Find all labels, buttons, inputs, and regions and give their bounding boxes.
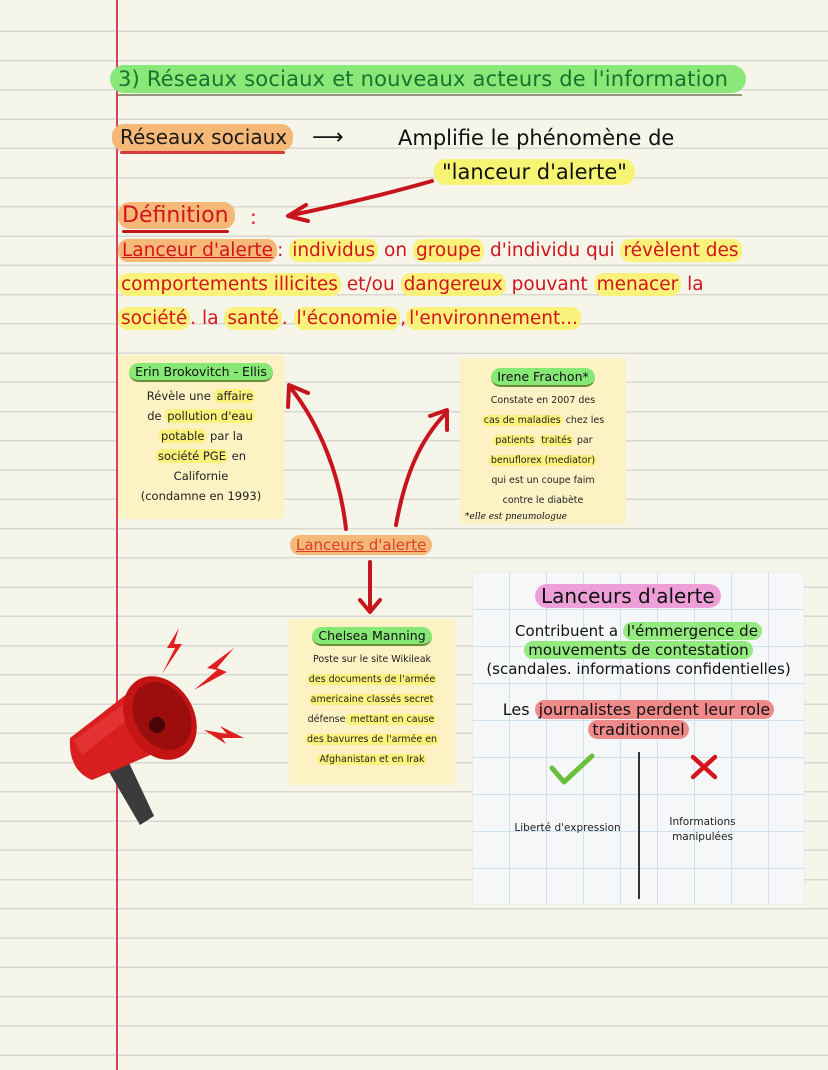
text-segment: americaine classés secret bbox=[310, 694, 434, 705]
definition-line-1 bbox=[118, 240, 742, 261]
card-line bbox=[289, 710, 455, 730]
cross-icon bbox=[689, 753, 719, 781]
irene-footnote: *elle est pneumologue bbox=[465, 512, 568, 522]
panel-l2-highlight: mouvements de contestation bbox=[524, 641, 752, 659]
arrow-right-icon: ⟶ bbox=[312, 125, 344, 150]
text-segment: Révèle une bbox=[146, 389, 215, 403]
definition-colon: : bbox=[250, 205, 257, 229]
pro-label: Liberté d'expression bbox=[514, 822, 621, 834]
text-segment: affaire bbox=[216, 389, 254, 403]
text-segment: d'individu qui bbox=[484, 240, 621, 261]
card-body-erin bbox=[118, 386, 284, 506]
margin-line bbox=[116, 0, 118, 1070]
card-line bbox=[460, 431, 626, 451]
pros-cons-divider bbox=[638, 752, 640, 899]
text-segment: par la bbox=[206, 429, 244, 443]
card-title-irene: Irene Frachon* bbox=[491, 368, 595, 387]
card-erin-brokovitch bbox=[118, 355, 284, 519]
text-segment: mettant en cause bbox=[347, 714, 435, 725]
definition-line-3 bbox=[118, 308, 581, 329]
card-line bbox=[118, 466, 284, 486]
text-segment: pollution d'eau bbox=[167, 409, 253, 423]
card-line bbox=[460, 491, 626, 511]
text-segment: menacer bbox=[594, 273, 682, 296]
text-segment: on bbox=[378, 240, 413, 261]
text-segment: contre le diabète bbox=[502, 495, 584, 506]
text-segment: l'économie bbox=[294, 307, 401, 330]
panel-l1-highlight: l'émmergence de bbox=[623, 622, 762, 640]
text-segment: potable bbox=[160, 429, 205, 443]
text-segment: la bbox=[681, 274, 704, 295]
megaphone-icon bbox=[62, 620, 252, 830]
panel-title: Lanceurs d'alerte bbox=[535, 584, 721, 608]
amplifie-text: Amplifie le phénomène de bbox=[398, 126, 675, 150]
panel-line-3: (scandales. informations confidentielles) bbox=[486, 660, 791, 678]
reseaux-sociaux-label: Réseaux sociaux bbox=[112, 124, 293, 151]
text-segment: dangereux bbox=[401, 273, 506, 296]
text-segment: société PGE bbox=[157, 449, 226, 463]
card-line bbox=[118, 486, 284, 506]
text-segment: Lanceur d'alerte bbox=[118, 239, 277, 262]
con-label-line-1: Informations bbox=[669, 816, 736, 828]
con-label-line-2: manipulées bbox=[672, 831, 733, 843]
card-line bbox=[118, 406, 284, 426]
card-title-erin: Erin Brokovitch - Ellis bbox=[129, 363, 273, 382]
text-segment: l'environnement... bbox=[406, 307, 581, 330]
con-label bbox=[655, 815, 750, 845]
card-line bbox=[118, 386, 284, 406]
text-segment: de bbox=[147, 409, 166, 423]
text-segment: groupe bbox=[413, 239, 484, 262]
panel-l1-text: Contribuent a bbox=[515, 622, 623, 640]
text-segment: qui est un coupe faim bbox=[491, 475, 595, 486]
panel-line-5 bbox=[473, 720, 804, 739]
definition-heading: Définition bbox=[118, 202, 235, 229]
text-segment: des documents de l'armée bbox=[308, 674, 436, 685]
card-line bbox=[289, 670, 455, 690]
text-segment: des bavurres de l'armée en bbox=[306, 734, 438, 745]
text-segment: par bbox=[573, 435, 593, 446]
card-line bbox=[118, 446, 284, 466]
text-segment: société bbox=[118, 307, 190, 330]
text-segment: et/ou bbox=[340, 274, 401, 295]
text-segment: Constate en 2007 des bbox=[490, 395, 596, 406]
card-line bbox=[289, 690, 455, 710]
section-title: 3) Réseaux sociaux et nouveaux acteurs de l'information bbox=[110, 65, 746, 93]
text-segment: individus bbox=[289, 239, 378, 262]
card-line bbox=[460, 411, 626, 431]
text-segment: santé bbox=[224, 307, 281, 330]
text-segment: Californie bbox=[173, 469, 229, 483]
text-segment: Afghanistan et en Irak bbox=[319, 754, 425, 765]
text-segment: (condamne en 1993) bbox=[140, 489, 262, 503]
text-segment: . bbox=[281, 308, 294, 329]
lanceur-alerte-quote: "lanceur d'alerte" bbox=[434, 159, 635, 185]
text-segment: benuflorex (mediator) bbox=[490, 455, 596, 466]
text-segment: traités bbox=[541, 435, 572, 446]
text-segment: pouvant bbox=[505, 274, 594, 295]
text-segment: , bbox=[400, 308, 407, 329]
text-segment: . la bbox=[190, 308, 225, 329]
panel-l5-highlight: traditionnel bbox=[588, 720, 688, 739]
card-line bbox=[289, 750, 455, 770]
text-segment: : bbox=[277, 240, 290, 261]
panel-l4-text: Les bbox=[502, 700, 535, 719]
panel-line-1 bbox=[473, 622, 804, 640]
panel-line-2 bbox=[473, 641, 804, 659]
text-segment: révèlent des bbox=[620, 239, 741, 262]
panel-line-4 bbox=[473, 700, 804, 719]
text-segment: comportements illicites bbox=[118, 273, 341, 296]
lanceurs-arrows-icon bbox=[270, 375, 470, 620]
card-line bbox=[289, 730, 455, 750]
card-body-chelsea bbox=[289, 650, 455, 770]
text-segment: en bbox=[227, 449, 246, 463]
definition-line-2 bbox=[118, 274, 704, 295]
panel-l4-highlight: journalistes perdent leur role bbox=[535, 700, 775, 719]
lanceurs-alerte-center-label: Lanceurs d'alerte bbox=[290, 535, 432, 555]
text-segment: cas de maladies bbox=[483, 415, 561, 426]
text-segment: défense bbox=[307, 714, 346, 725]
checkmark-icon bbox=[548, 752, 596, 786]
definition-arrow-icon bbox=[280, 175, 440, 225]
text-segment: patients bbox=[495, 435, 535, 446]
card-chelsea-manning bbox=[289, 619, 455, 785]
card-irene-frachon bbox=[460, 358, 626, 524]
card-line bbox=[460, 391, 626, 411]
card-line bbox=[118, 426, 284, 446]
card-line bbox=[289, 650, 455, 670]
text-segment: Poste sur le site Wikileak bbox=[312, 654, 432, 665]
card-body-irene bbox=[460, 391, 626, 511]
text-segment: chez les bbox=[562, 415, 605, 426]
card-line bbox=[460, 451, 626, 471]
card-line bbox=[460, 471, 626, 491]
card-title-chelsea: Chelsea Manning bbox=[312, 627, 431, 646]
